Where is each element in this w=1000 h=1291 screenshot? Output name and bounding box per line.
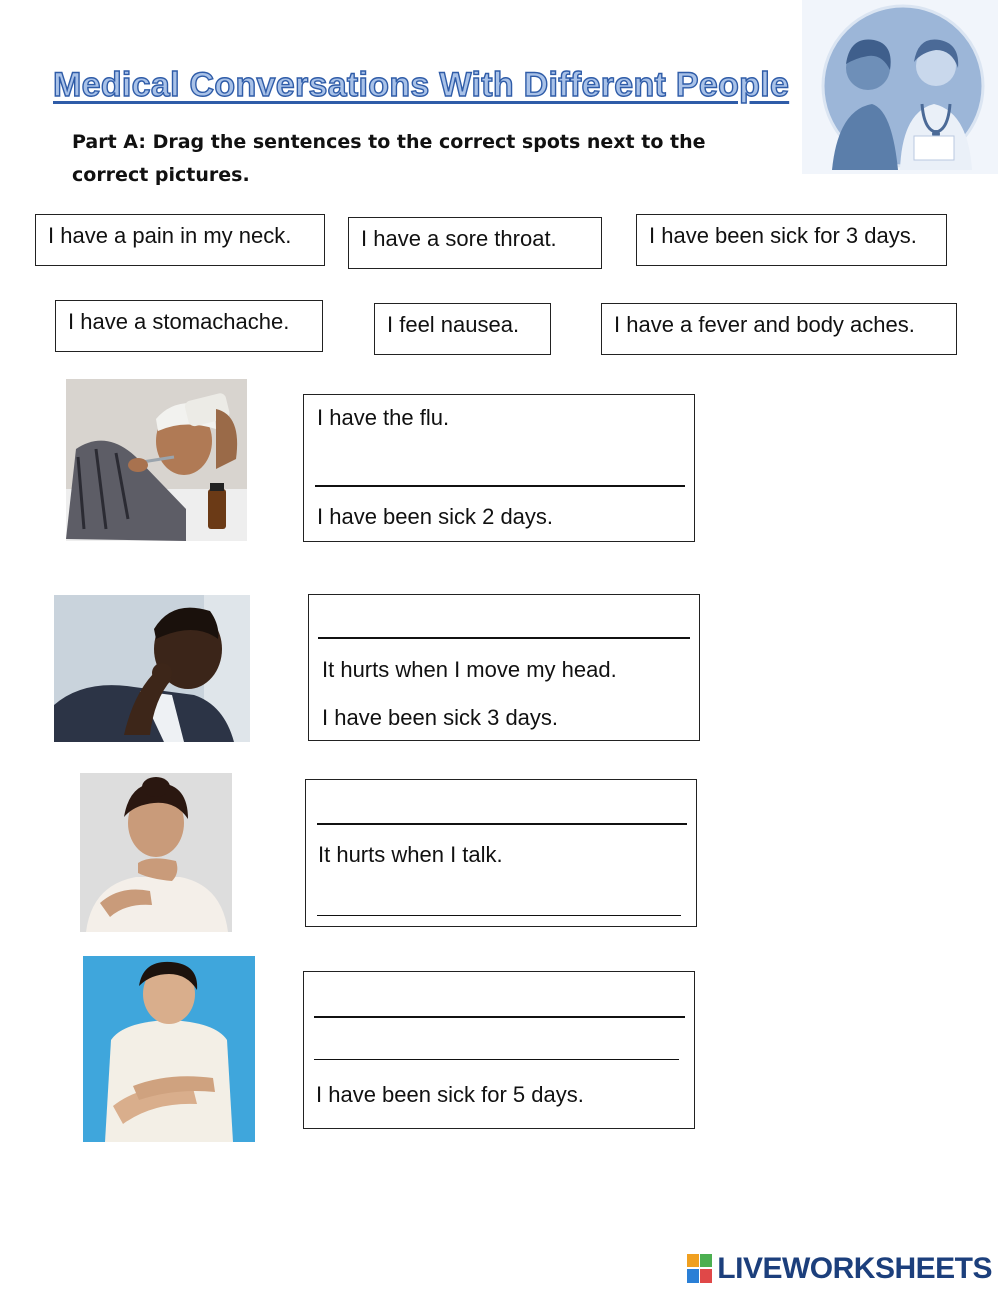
doctor-patient-illustration: [802, 0, 998, 174]
dialogue-line: I have the flu.: [317, 405, 450, 430]
answer-drop-slot[interactable]: [317, 891, 681, 916]
brand-name: LIVEWORKSHEETS: [717, 1252, 992, 1285]
dialogue-line: I have been sick for 5 days.: [316, 1082, 584, 1107]
man-with-flu-photo: [66, 379, 247, 541]
dialogue-line: It hurts when I move my head.: [322, 657, 617, 682]
dialogue-line: I have been sick 3 days.: [322, 705, 559, 730]
sentence-chip[interactable]: I feel nausea.: [374, 303, 551, 355]
instruction-text: Part A: Drag the sentences to the correct spots next to the correct pictures.: [72, 131, 706, 186]
answer-drop-slot[interactable]: [314, 1035, 679, 1060]
sentence-chip[interactable]: I have a pain in my neck.: [35, 214, 325, 266]
dialogue-line: I have been sick 2 days.: [317, 504, 554, 529]
dialogue-card: [308, 594, 700, 741]
man-holding-neck-photo: [54, 595, 250, 742]
sentence-chip[interactable]: I have a stomachache.: [55, 300, 323, 352]
dialogue-card: [303, 394, 695, 542]
liveworksheets-logo: [687, 1252, 992, 1286]
dialogue-line: It hurts when I talk.: [318, 842, 503, 867]
worksheet-title: Medical Conversations With Different People: [53, 66, 790, 104]
woman-holding-throat-photo: [80, 773, 232, 932]
man-holding-stomach-photo: [83, 956, 255, 1142]
answer-drop-slot[interactable]: [318, 613, 690, 639]
sentence-chip[interactable]: I have a fever and body aches.: [601, 303, 957, 355]
sentence-chip[interactable]: I have a sore throat.: [348, 217, 602, 269]
dialogue-card: [305, 779, 697, 927]
answer-drop-slot[interactable]: [315, 461, 685, 487]
answer-drop-slot[interactable]: [317, 799, 687, 825]
live-blocks-icon: [687, 1254, 713, 1284]
dialogue-card: [303, 971, 695, 1129]
sentence-chip[interactable]: I have been sick for 3 days.: [636, 214, 947, 266]
answer-drop-slot[interactable]: [314, 992, 685, 1018]
